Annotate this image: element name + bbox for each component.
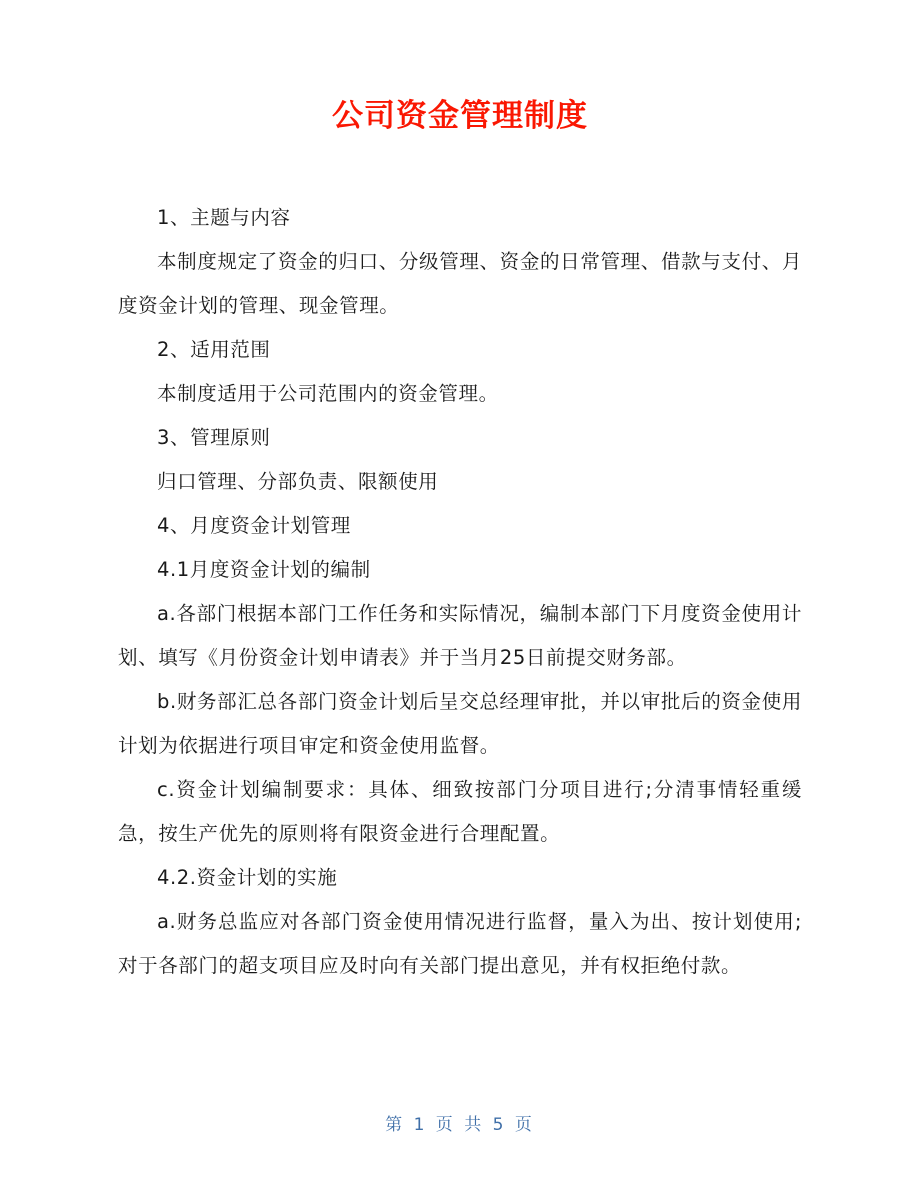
paragraph: 2、适用范围 [157, 338, 271, 362]
paragraph: 本制度规定了资金的归口、分级管理、资金的日常管理、借款与支付、月度资金计划的管理、现金管理。 [118, 250, 802, 318]
page-footer: 第 1 页 共 5 页 [385, 1115, 535, 1135]
page-title: 公司资金管理制度 [332, 98, 588, 134]
paragraph: c.资金计划编制要求：具体、细致按部门分项目进行;分清事情轻重缓急，按生产优先的原则将有限资金进行合理配置。 [118, 778, 802, 846]
paragraph: 4.1月度资金计划的编制 [157, 558, 371, 582]
paragraph: b.财务部汇总各部门资金计划后呈交总经理审批，并以审批后的资金使用计划为依据进行项目审定和资金使用监督。 [118, 690, 802, 758]
document-body [118, 196, 802, 988]
paragraph: a.各部门根据本部门工作任务和实际情况，编制本部门下月度资金使用计划、填写《月份资金计划申请表》并于当月25日前提交财务部。 [118, 602, 802, 670]
paragraph: a.财务总监应对各部门资金使用情况进行监督，量入为出、按计划使用;对于各部门的超支项目应及时向有关部门提出意见，并有权拒绝付款。 [118, 910, 802, 978]
paragraph: 归口管理、分部负责、限额使用 [157, 470, 439, 494]
paragraph: 4.2.资金计划的实施 [157, 866, 338, 890]
paragraph: 1、主题与内容 [157, 206, 291, 230]
paragraph: 3、管理原则 [157, 426, 271, 450]
paragraph: 本制度适用于公司范围内的资金管理。 [157, 382, 499, 406]
paragraph: 4、月度资金计划管理 [157, 514, 351, 538]
